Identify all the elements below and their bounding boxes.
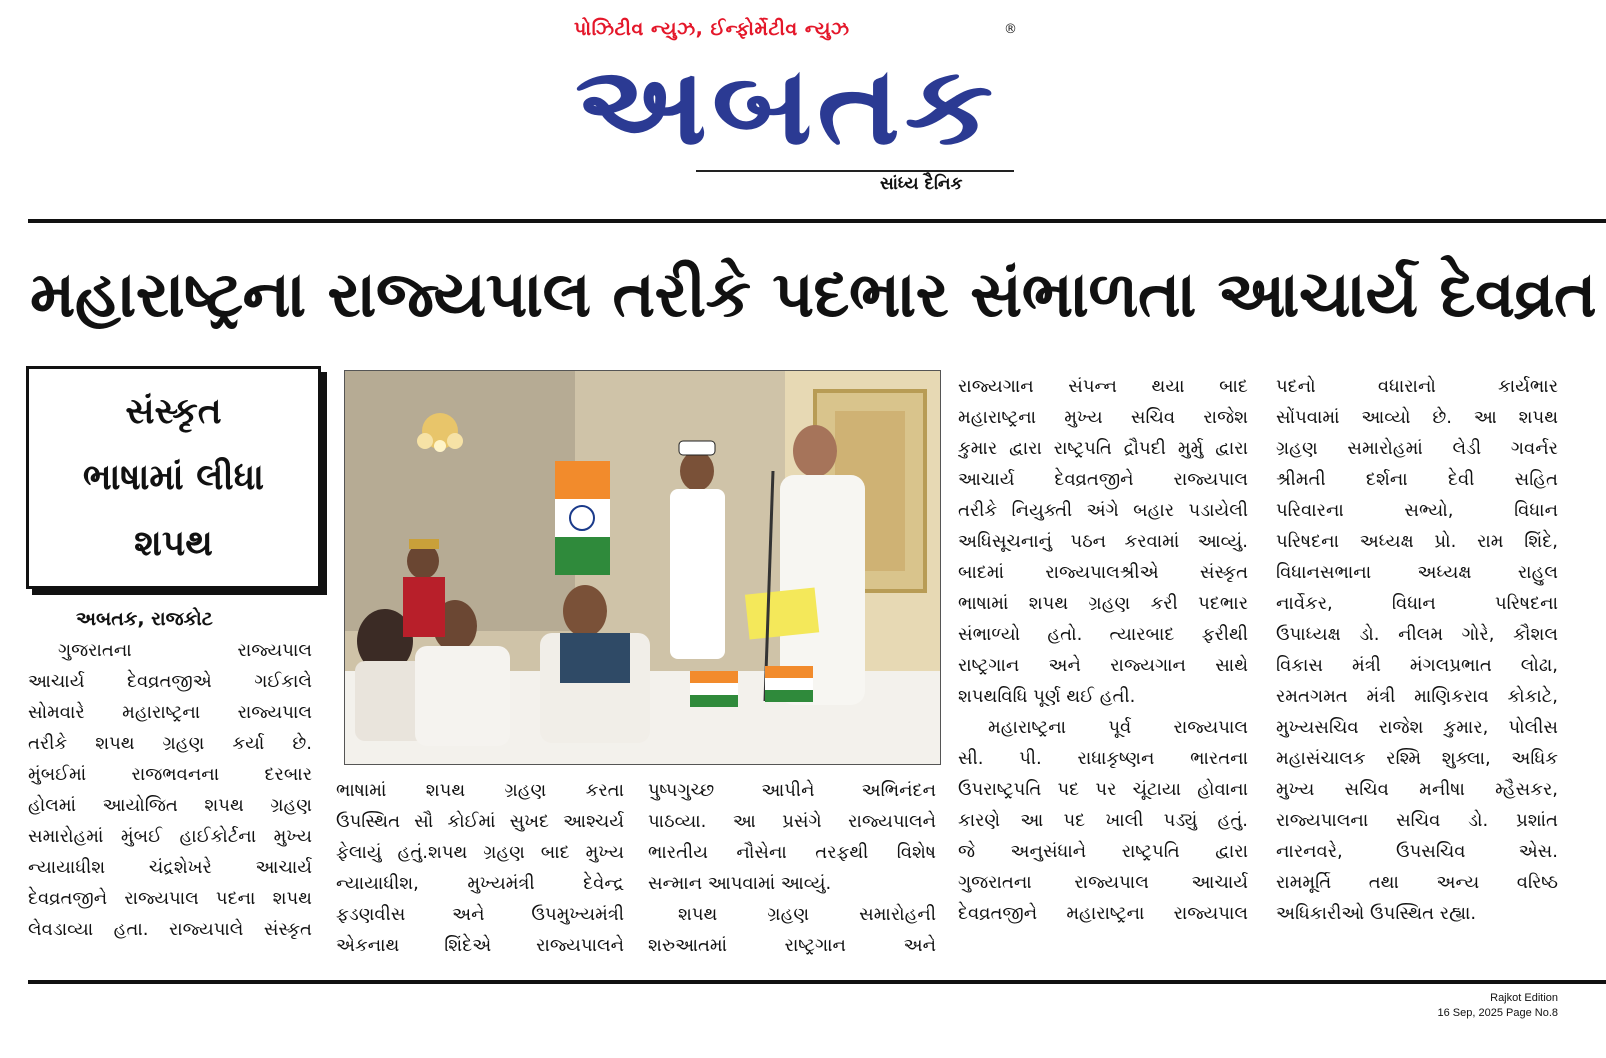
article-line: રાજ્યગાન સંપન્ન થયા બાદ [958,376,1248,397]
article-line: સોમવારે મહારાષ્ટ્રના રાજ્યપાલ [28,702,312,723]
article-line: લેવડાવ્યા હતા. રાજ્યપાલે સંસ્કૃત [28,919,312,940]
subhead-line: ભાષામાં લીધા [82,456,265,498]
article-line: મહાસંચાલક રશ્મિ શુક્લા, અધિક [1276,748,1558,769]
article-line: કુમાર દ્વારા રાષ્ટ્રપતિ દ્રૌપદી મુર્મુ દ્વારા [958,438,1248,459]
article-line: ઉપરાષ્ટ્રપતિ પદ પર ચૂંટાયા હોવાના [958,779,1248,800]
masthead-subtitle: સાંધ્ય દૈનિક [880,174,963,194]
edition-name: Rajkot Edition [1490,992,1558,1004]
article-headline: મહારાષ્ટ્રના રાજ્યપાલ તરીકે પદભાર સંભાળતા આચાર્ય દેવવ્રત [30,258,1597,331]
article-line: સંભાળ્યો હતો. ત્યારબાદ ફરીથી [958,624,1248,645]
article-column-1 [28,604,312,945]
article-line: ન્યાયાધીશ, મુખ્યમંત્રી દેવેન્દ્ર [336,873,624,894]
article-line: રમતગમત મંત્રી માણિકરાવ કોકાટે, [1276,686,1558,707]
article-line: વિધાનસભાના અધ્યક્ષ રાહુલ [1276,562,1558,583]
article-line: શપથ ગ્રહણ સમારોહની [678,904,936,925]
article-line: પાઠવ્યા. આ પ્રસંગે રાજ્યપાલને [648,811,936,832]
article-line: ગુજરાતના રાજ્યપાલ આચાર્ય [958,872,1248,893]
article-line: ઉપસ્થિત સૌ કોઈમાં સુખદ આશ્ચર્ય [336,811,624,832]
article-column-3 [648,775,936,961]
article-line: ભાષામાં શપથ ગ્રહણ કરતા [336,780,624,801]
article-line: નારનવરે, ઉપસચિવ એસ. [1276,841,1558,862]
newspaper-logo: અબતક [575,44,998,169]
subhead-line: શપથ [134,522,213,564]
article-line: નાર્વેકર, વિધાન પરિષદના [1276,593,1558,614]
registered-mark: ® [1004,22,1017,37]
article-line: ફેલાયું હતું.શપથ ગ્રહણ બાદ મુખ્ય [336,842,624,863]
article-line: ભારતીય નૌસેના તરફથી વિશેષ [648,842,936,863]
article-line: ફડણવીસ અને ઉપમુખ્યમંત્રી [336,904,624,925]
article-line: દેવવ્રતજીને મહારાષ્ટ્રના રાજ્યપાલ [958,903,1248,924]
article-line: રામમૂર્તિ તથા અન્ય વરિષ્ઠ [1276,872,1558,893]
article-line: વિકાસ મંત્રી મંગલપ્રભાત લોઢા, [1276,655,1558,676]
subhead-line: સંસ્કૃત [125,390,222,432]
article-column-5 [1276,371,1558,929]
article-line: ભાષામાં શપથ ગ્રહણ કરી પદભાર [958,593,1248,614]
article-line: સોંપવામાં આવ્યો છે. આ શપથ [1276,407,1558,428]
article-line: ઉપાધ્યક્ષ ડો. નીલમ ગોરે, કૌશલ [1276,624,1558,645]
article-column-4 [958,371,1248,929]
masthead [0,0,1606,215]
article-line: ન્યાયાધીશ ચંદ્રશેખરે આચાર્ય [28,857,312,878]
article-line: હોલમાં આયોજિત શપથ ગ્રહણ [28,795,312,816]
article-line: એકનાથ શિંદેએ રાજ્યપાલને [336,935,624,956]
article-line: મુંબઈમાં રાજભવનના દરબાર [28,764,312,785]
article-line: મુખ્ય સચિવ મનીષા મ્હૈસકર, [1276,779,1558,800]
article-line: તરીકે નિયુક્તી અંગે બહાર પડાયેલી [958,500,1248,521]
edition-date-page: 16 Sep, 2025 Page No.8 [1437,1007,1558,1019]
article-line: જે અનુસંધાને રાષ્ટ્રપતિ દ્વારા [958,841,1248,862]
article-line: રાષ્ટ્રગાન અને રાજ્યગાન સાથે [958,655,1248,676]
article-line: શપથવિધિ પૂર્ણ થઈ હતી. [958,686,1136,707]
article-photo [344,370,941,765]
swearing-in-photo-illustration [345,371,941,765]
subhead-box [26,366,321,589]
article-line: આચાર્ય દેવવ્રતજીએ ગઈકાલે [28,671,312,692]
article-line: શરુઆતમાં રાષ્ટ્રગાન અને [648,935,936,956]
article-line: અધિકારીઓ ઉપસ્થિત રહ્યા. [1276,903,1477,924]
article-line: કારણે આ પદ ખાલી પડ્યું હતું. [958,810,1248,831]
logo-underline [696,170,1014,172]
article-line: બાદમાં રાજ્યપાલશ્રીએ સંસ્કૃત [958,562,1248,583]
article-line: ગુજરાતના રાજ્યપાલ [58,640,312,661]
masthead-tagline: પોઝિટીવ ન્યુઝ, ઈન્ફોર્મેટીવ ન્યુઝ [574,18,850,40]
article-line: ગ્રહણ સમારોહમાં લેડી ગવર્નર [1276,438,1558,459]
article-line: દેવવ્રતજીને રાજ્યપાલ પદના શપથ [28,888,312,909]
article-line: આચાર્ય દેવવ્રતજીને રાજ્યપાલ [958,469,1248,490]
article-line: સન્માન આપવામાં આવ્યું. [648,873,832,894]
article-line: પુષ્પગુચ્છ આપીને અભિનંદન [648,780,936,801]
footer-divider [28,980,1606,984]
article-line: મુખ્યસચિવ રાજેશ કુમાર, પોલીસ [1276,717,1558,738]
article-column-2 [336,775,624,961]
edition-info [1438,991,1558,1021]
article-line: તરીકે શપથ ગ્રહણ કર્યા છે. [28,733,312,754]
article-line: મહારાષ્ટ્રના મુખ્ય સચિવ રાજેશ [958,407,1248,428]
article-line: મહારાષ્ટ્રના પૂર્વ રાજ્યપાલ [988,717,1248,738]
article-line: રાજ્યપાલના સચિવ ડો. પ્રશાંત [1276,810,1558,831]
article-line: પરિવારના સભ્યો, વિધાન [1276,500,1558,521]
article-line: પદનો વધારાનો કાર્યભાર [1276,376,1558,397]
article-line: અધિસૂચનાનું પઠન કરવામાં આવ્યું. [958,531,1248,552]
article-line: સી. પી. રાધાકૃષ્ણન ભારતના [958,748,1248,769]
header-divider [28,219,1606,223]
article-dateline: અબતક, રાજકોટ [76,608,213,630]
article-line: સમારોહમાં મુંબઈ હાઈકોર્ટના મુખ્ય [28,826,312,847]
article-line: શ્રીમતી દર્શના દેવી સહિત [1276,469,1558,490]
article-line: પરિષદના અધ્યક્ષ પ્રો. રામ શિંદે, [1276,531,1558,552]
